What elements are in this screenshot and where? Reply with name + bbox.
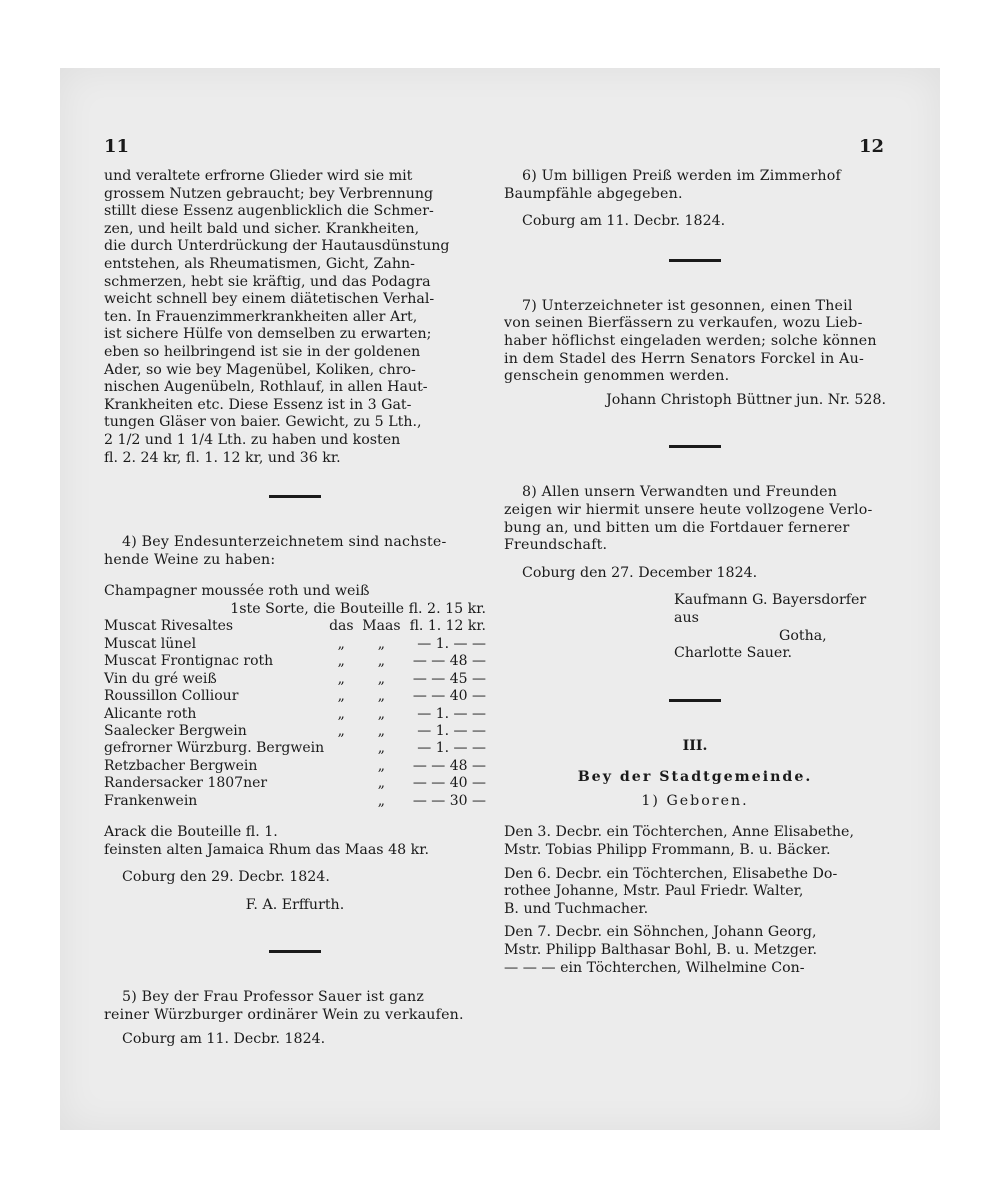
ad-8-place-date: Coburg den 27. December 1824. bbox=[522, 564, 758, 581]
wine-name: gefrorner Würzburg. Bergwein bbox=[104, 740, 325, 757]
text-line: stillt diese Essenz augenblicklich die Schmer- bbox=[104, 203, 434, 220]
wine-unit: „ bbox=[337, 670, 345, 687]
section-title: Bey der Stadtgemeinde. bbox=[577, 769, 813, 786]
birth-entry bbox=[504, 924, 886, 959]
wine-price: fl. 1. 12 kr. bbox=[409, 618, 486, 635]
wine-name: Saalecker Bergwein bbox=[104, 722, 247, 739]
table-row bbox=[104, 793, 486, 810]
wine-unit bbox=[324, 740, 358, 757]
left-column bbox=[104, 168, 486, 1048]
birth-entry bbox=[504, 824, 886, 859]
text-line: zen, und heilt bald und sicher. Krankheiten, bbox=[104, 220, 420, 237]
ad-8-text: Freundschaft. bbox=[504, 537, 608, 554]
text-line: Ader, so wie bey Magenübel, Koliken, chro- bbox=[104, 361, 416, 378]
wine-price: — — 40 — bbox=[412, 688, 486, 705]
wine-unit bbox=[324, 758, 358, 775]
section-iii bbox=[504, 738, 886, 978]
wine-unit: „ bbox=[377, 635, 386, 652]
wine-price: — — 30 — bbox=[412, 792, 486, 809]
wine-name: Vin du gré weiß bbox=[104, 670, 217, 687]
ad-6-text: Baumpfähle abgegeben. bbox=[504, 185, 683, 202]
wine-price: — — 48 — bbox=[412, 757, 486, 774]
text-line: fl. 2. 24 kr, fl. 1. 12 kr, und 36 kr. bbox=[104, 449, 341, 466]
table-row bbox=[104, 636, 486, 653]
wine-price: — 1. — — bbox=[417, 740, 486, 757]
ad-4-place-date: Coburg den 29. Decbr. 1824. bbox=[122, 869, 330, 886]
text-line: eben so heilbringend ist sie in der goldenen bbox=[104, 343, 421, 360]
ad-5 bbox=[104, 989, 486, 1048]
wine-unit: „ bbox=[337, 722, 345, 739]
ad-7-text: genschein genommen werden. bbox=[504, 368, 730, 385]
birth-entry-continued: — — — ein Töchterchen, Wilhelmine Con- bbox=[504, 959, 805, 976]
document-page bbox=[60, 68, 940, 1130]
ad-5-place-date: Coburg am 11. Decbr. 1824. bbox=[122, 1030, 326, 1047]
wine-unit: „ bbox=[377, 775, 386, 792]
text-line: schmerzen, hebt sie kräftig, und das Podagra bbox=[104, 273, 431, 290]
arack-line: Arack die Bouteille fl. 1. bbox=[104, 823, 278, 840]
text-line: rothee Johanne, Mstr. Paul Friedr. Walter, bbox=[504, 883, 804, 900]
ad-4-heading: 4) Bey Endesunterzeichnetem sind nachste- bbox=[122, 534, 447, 551]
ad-7-text: haber höflichst eingeladen werden; solche können bbox=[504, 332, 877, 349]
wine-unit bbox=[324, 793, 358, 810]
page-number-right: 12 bbox=[858, 136, 884, 157]
text-line: Den 3. Decbr. ein Töchterchen, Anne Elisabethe, bbox=[504, 824, 854, 841]
wine-unit: Maas bbox=[362, 618, 401, 635]
text-line: ist sichere Hülfe von demselben zu erwarten; bbox=[104, 326, 432, 343]
text-line: grossem Nutzen gebraucht; bey Verbrennung bbox=[104, 185, 434, 202]
wine-price: — 1. — — bbox=[417, 635, 486, 652]
wine-unit: „ bbox=[377, 722, 386, 739]
wine-name: Muscat lünel bbox=[104, 635, 197, 652]
champagne-price-line: 1ste Sorte, die Bouteille fl. 2. 15 kr. bbox=[230, 600, 486, 617]
text-line: und veraltete erfrorne Glieder wird sie mit bbox=[104, 168, 413, 184]
ad-8-text: 8) Allen unsern Verwandten und Freunden bbox=[522, 484, 838, 501]
ad-4-wine-list bbox=[104, 534, 486, 914]
wine-unit: „ bbox=[337, 653, 345, 670]
ad-5-text: 5) Bey der Frau Professor Sauer ist ganz bbox=[122, 989, 425, 1006]
ad-6-place-date: Coburg am 11. Decbr. 1824. bbox=[522, 213, 726, 230]
table-row bbox=[104, 758, 486, 775]
essence-description bbox=[104, 168, 486, 467]
ad-4-heading: hende Weine zu haben: bbox=[104, 551, 276, 568]
wine-unit: „ bbox=[377, 688, 386, 705]
text-line: ten. In Frauenzimmerkrankheiten aller Art, bbox=[104, 308, 418, 325]
ad-7-text: in dem Stadel des Herrn Senators Forckel in Au- bbox=[504, 350, 864, 367]
table-row bbox=[104, 723, 486, 740]
ad-8-signature: Kaufmann G. Bayersdorfer aus bbox=[674, 592, 867, 626]
wine-unit: „ bbox=[377, 670, 386, 687]
text-line: Mstr. Philipp Balthasar Bohl, B. u. Metzger. bbox=[504, 942, 818, 959]
text-line: Mstr. Tobias Philipp Frommann, B. u. Bäcker. bbox=[504, 842, 831, 859]
table-row bbox=[104, 706, 486, 723]
page-number-left: 11 bbox=[104, 136, 130, 157]
ad-8-signature: Gotha, bbox=[779, 627, 827, 644]
table-row bbox=[104, 688, 486, 705]
subsection-title: 1) Geboren. bbox=[641, 792, 749, 809]
ad-7-text: 7) Unterzeichneter ist gesonnen, einen Theil bbox=[522, 297, 853, 314]
ad-7 bbox=[504, 298, 886, 410]
wine-unit: „ bbox=[377, 705, 386, 722]
text-line: Den 7. Decbr. ein Söhnchen, Johann Georg, bbox=[504, 924, 817, 941]
text-line: Den 6. Decbr. ein Töchterchen, Elisabethe Do- bbox=[504, 865, 838, 882]
wine-price-table bbox=[104, 618, 486, 809]
table-row bbox=[104, 671, 486, 688]
text-line: Krankheiten etc. Diese Essenz ist in 3 Gat- bbox=[104, 396, 412, 413]
wine-name: Frankenwein bbox=[104, 792, 198, 809]
ad-6 bbox=[504, 168, 886, 231]
wine-unit: „ bbox=[337, 705, 345, 722]
ad-6-text: 6) Um billigen Preiß werden im Zimmerhof bbox=[522, 168, 841, 184]
text-line: B. und Tuchmacher. bbox=[504, 900, 649, 917]
text-line: die durch Unterdrückung der Hautausdünstung bbox=[104, 238, 450, 255]
ad-5-text: reiner Würzburger ordinärer Wein zu verkaufen. bbox=[104, 1006, 464, 1023]
right-column bbox=[504, 168, 886, 977]
table-row bbox=[104, 618, 486, 635]
wine-name: Randersacker 1807ner bbox=[104, 775, 268, 792]
text-line: 2 1/2 und 1 1/4 Lth. zu haben und kosten bbox=[104, 431, 401, 448]
ad-8-text: bung an, und bitten um die Fortdauer fernerer bbox=[504, 519, 850, 536]
table-row bbox=[104, 775, 486, 792]
champagne-line: Champagner moussée roth und weiß bbox=[104, 583, 370, 600]
ad-8-signature: Charlotte Sauer. bbox=[674, 645, 793, 662]
table-row bbox=[104, 653, 486, 670]
wine-name: Alicante roth bbox=[104, 705, 197, 722]
wine-name: Roussillon Colliour bbox=[104, 688, 239, 705]
text-line: nischen Augenübeln, Rothlauf, in allen Haut- bbox=[104, 379, 428, 396]
ad-4-signature: F. A. Erffurth. bbox=[245, 896, 345, 913]
wine-unit: „ bbox=[337, 688, 345, 705]
ad-7-text: von seinen Bierfässern zu verkaufen, wozu Lieb- bbox=[504, 315, 863, 332]
wine-name: Muscat Frontignac roth bbox=[104, 653, 274, 670]
wine-unit: „ bbox=[377, 792, 386, 809]
wine-name: Retzbacher Bergwein bbox=[104, 757, 258, 774]
wine-price: — — 45 — bbox=[412, 670, 486, 687]
wine-unit: „ bbox=[337, 635, 345, 652]
wine-unit: „ bbox=[377, 740, 386, 757]
table-row bbox=[104, 740, 486, 757]
section-numeral: III. bbox=[682, 737, 708, 754]
wine-unit bbox=[324, 775, 358, 792]
rhum-line: feinsten alten Jamaica Rhum das Maas 48 kr. bbox=[104, 841, 429, 858]
wine-unit: das bbox=[329, 618, 354, 635]
text-line: tungen Gläser von baier. Gewicht, zu 5 Lth., bbox=[104, 414, 422, 431]
ad-8-text: zeigen wir hiermit unsere heute vollzogene Verlo- bbox=[504, 501, 873, 518]
wine-price: — — 40 — bbox=[412, 775, 486, 792]
wine-price: — 1. — — bbox=[417, 705, 486, 722]
text-line: entstehen, als Rheumatismen, Gicht, Zahn- bbox=[104, 255, 415, 272]
text-line: weicht schnell bey einem diätetischen Verhal- bbox=[104, 291, 435, 308]
ad-8 bbox=[504, 484, 886, 662]
wine-unit: „ bbox=[377, 757, 386, 774]
wine-price: — — 48 — bbox=[412, 653, 486, 670]
wine-unit: „ bbox=[377, 653, 386, 670]
ad-7-signature: Johann Christoph Büttner jun. Nr. 528. bbox=[606, 391, 886, 408]
wine-name: Muscat Rivesaltes bbox=[104, 618, 234, 635]
birth-entry bbox=[504, 866, 886, 919]
wine-price: — 1. — — bbox=[417, 722, 486, 739]
